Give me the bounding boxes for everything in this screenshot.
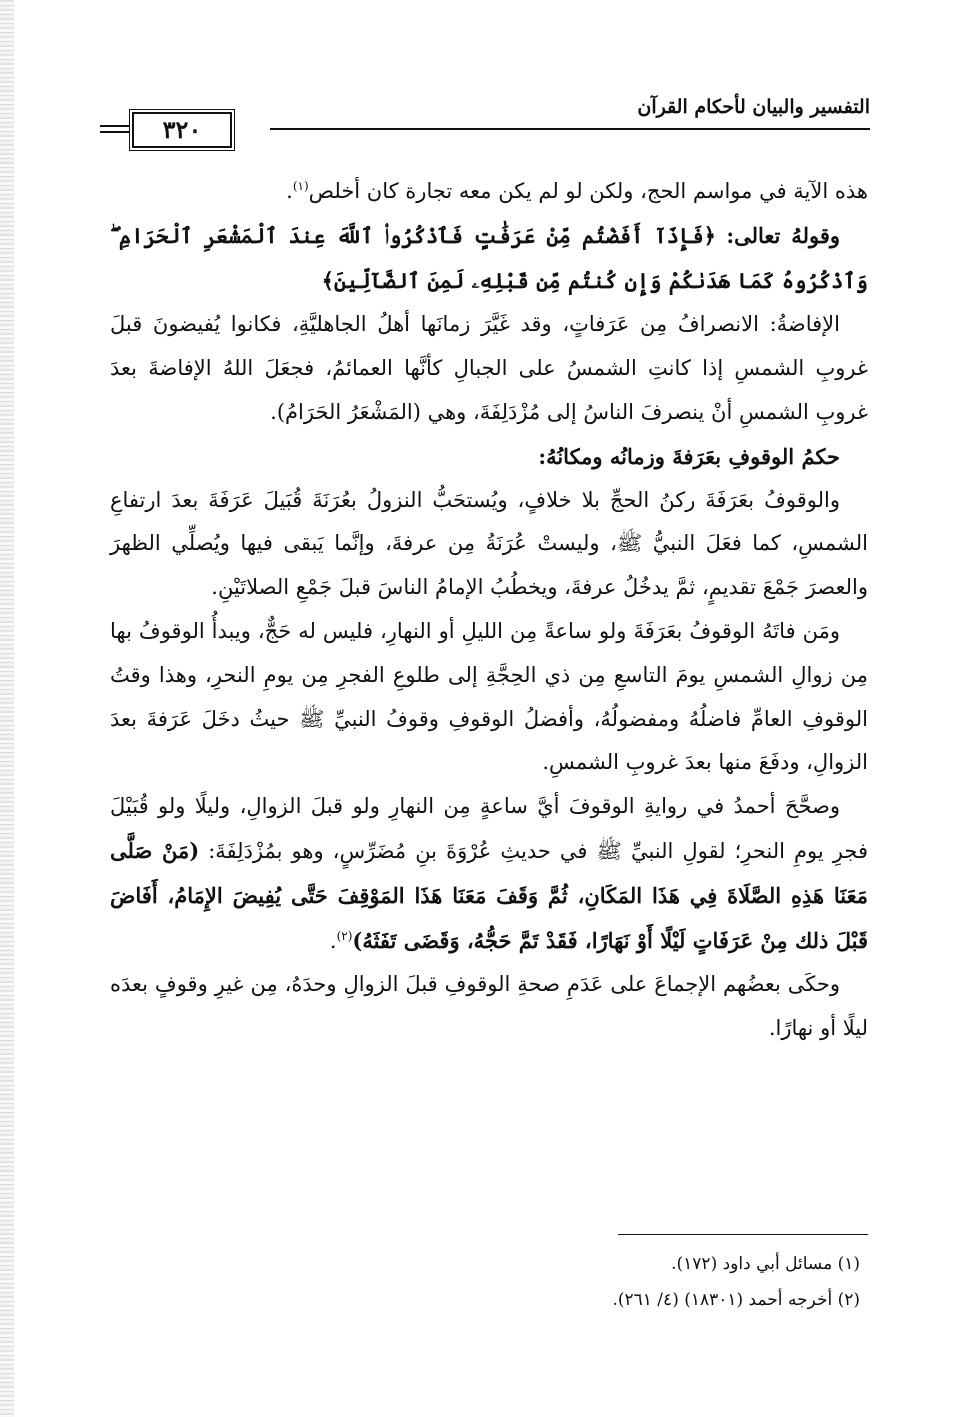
paragraph-1 (110, 170, 868, 214)
header-rule (270, 128, 870, 130)
hadith-quote: (مَنْ صَلَّى مَعَنَا هَذِهِ الصَّلَاةَ فِي هَذَا المَكَانِ، ثُمَّ وَقَفَ مَعَنَا هَذَا المَوْقِفَ حَتَّى يُفِيضَ الإِمَامُ، أَفَاضَ قَبْلَ ذلك مِنْ عَرَفَاتٍ لَيْلًا أَوْ نَهَارًا، فَقَدْ تَمَّ حَجُّهُ، وَقَضَى تَفَثَهُ) (110, 837, 868, 953)
paragraph-1-end: . (286, 179, 293, 203)
footnote-1: (١) مسائل أبي داود (١٧٢). (671, 1254, 860, 1274)
page-header (100, 92, 870, 152)
quran-verse: ﴿فَإِذَآ أَفَضْتُم مِّنْ عَرَفَٰتٍ فَٱذْكُرُوا۟ ٱللَّهَ عِندَ ٱلْمَشْعَرِ ٱلْحَرَامِ ۖ وَٱذْكُرُوهُ كَمَا هَدَىٰكُمْ وَإِن كُنتُم مِّن قَبْلِهِۦ لَمِنَ ٱلضَّآلِّينَ﴾ (110, 222, 868, 293)
paragraph-7: وحكَى بعضُهم الإجماعَ على عَدَمِ صحةِ الوقوفِ قبلَ الزوالِ وحدَهُ، مِن غيرِ وقوفٍ بعدَه ليلًا أو نهارًا. (110, 972, 868, 1041)
section-heading: حكمُ الوقوفِ بعَرَفةَ وزمانُه ومكانُهُ: (538, 443, 840, 469)
footnote-2: (٢) أخرجه أحمد (١٨٣٠١) (٤/ ٢٦١). (612, 1290, 860, 1310)
footnote-divider (618, 1234, 868, 1235)
book-title: التفسير والبيان لأحكام القرآن (637, 96, 870, 118)
footnote-ref-2: (٢) (336, 928, 353, 943)
paragraph-4: والوقوفُ بعَرَفَةَ ركنُ الحجِّ بلا خلافٍ، ويُستحَبُّ النزولُ بعُرَنَةَ قُبَيلَ عَرَفَةَ بعدَ ارتفاعِ الشمسِ، كما فعَلَ النبيُّ ﷺ، وليستْ عُرَنَةُ مِن عرفةَ، وإنَّما يَبقى فيها ويُصلِّي الظهرَ والعصرَ جَمْعَ تقديمٍ، ثمَّ يدخُلُ عرفةَ، ويخطُبُ الإمامُ الناسَ قبلَ جَمْعِ الصلاتَيْنِ. (110, 487, 868, 600)
page-number: ٣٢٠ (132, 112, 232, 148)
paragraph-1-text: هذه الآية في مواسم الحج، ولكن لو لم يكن معه تجارة كان أخلص (308, 179, 868, 203)
paragraph-6 (110, 785, 868, 963)
header-rule-left-bottom (100, 131, 130, 133)
header-rule-left-top (100, 125, 130, 127)
footnotes (110, 1246, 860, 1318)
paragraph-6-text: وصحَّحَ أحمدُ في روايةِ الوقوفَ أيَّ ساعةٍ مِن النهارِ ولو قبلَ الزوالِ، وليلًا ولو قُبَيْلَ فجرِ يومِ النحرِ؛ لقولِ النبيِّ ﷺ في حديثِ عُرْوَةَ بنِ مُضَرِّسٍ، وهو بمُزْدَلِفَةَ: (110, 794, 868, 863)
scan-edge (0, 0, 14, 1417)
footnote-ref-1: (١) (292, 179, 309, 193)
paragraph-5: ومَن فاتَهُ الوقوفُ بعَرَفَةَ ولو ساعةً مِن الليلِ أو النهارِ، فليس له حَجٌّ، ويبدأُ الوقوفُ بها مِن زوالِ الشمسِ يومَ التاسعِ مِن ذي الحِجَّةِ إلى طلوعِ الفجرِ مِن يومِ النحرِ، وهذا وقتُ الوقوفِ العامِّ فاضلُهُ ومفضولُهُ، وأفضلُ الوقوفِ وقوفُ النبيِّ ﷺ حيثُ دخَلَ عَرَفةَ بعدَ الزوالِ، ودفَعَ منها بعدَ غروبِ الشمسِ. (110, 618, 868, 775)
verse-intro: وقولهُ تعالى: (726, 222, 840, 248)
paragraph-6-end: . (329, 928, 337, 953)
paragraph-3: الإفاضةُ: الانصرافُ مِن عَرَفاتٍ، وقد غَيَّرَ زمانَها أهلُ الجاهليَّةِ، فكانوا يُفيضونَ قبلَ غروبِ الشمسِ إذا كانتِ الشمسُ على الجبالِ كأنَّها العمائمُ، فجعَلَ اللهُ الإفاضةَ بعدَ غروبِ الشمسِ أنْ ينصرفَ الناسُ إلى مُزْدَلِفَةَ، وهي (المَشْعَرُ الحَرَامُ). (110, 312, 868, 424)
page-body (110, 170, 868, 1051)
paragraph-2 (110, 214, 868, 304)
